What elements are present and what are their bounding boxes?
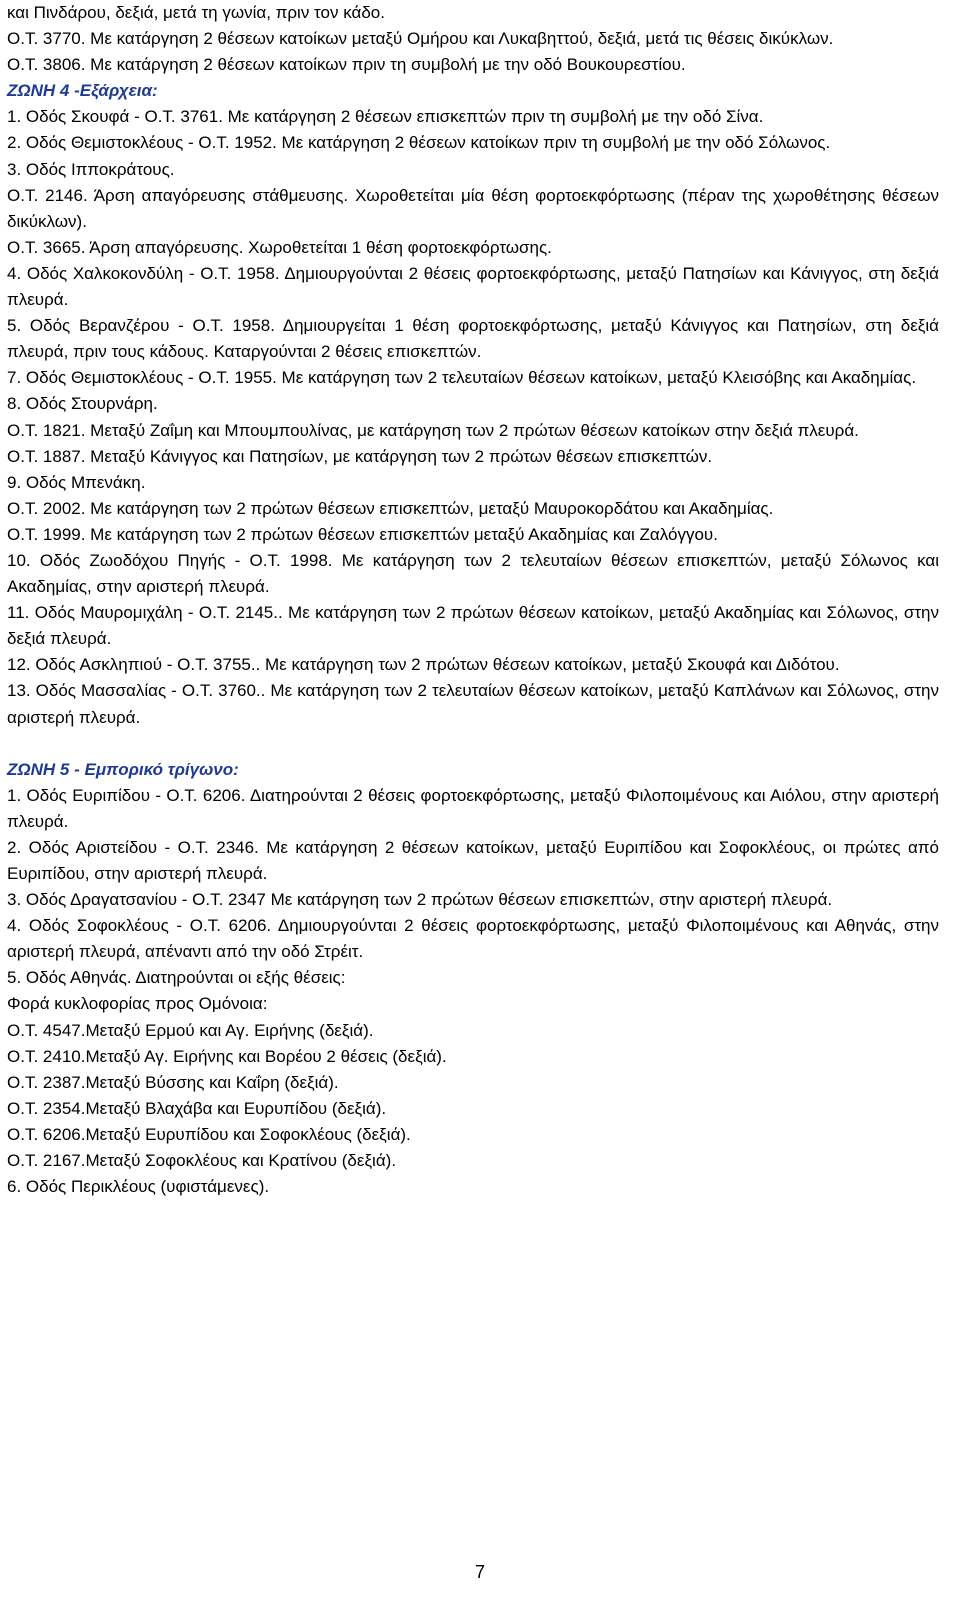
- zone-5-item: Ο.Τ. 4547.Μεταξύ Ερμού και Αγ. Ειρήνης (δεξιά).: [7, 1020, 374, 1040]
- zone-5-item: 3. Οδός Δραγατσανίου - Ο.Τ. 2347 Με κατάργηση των 2 πρώτων θέσεων επισκεπτών, στην αριστερή πλευρά.: [7, 890, 833, 910]
- section-spacer: [7, 731, 939, 757]
- page-number: 7: [474, 1562, 485, 1582]
- zone-5-heading: [7, 757, 939, 783]
- document-body: [7, 0, 939, 1200]
- zone-4-item: 7. Οδός Θεμιστοκλέους - Ο.Τ. 1955. Με κατάργηση των 2 τελευταίων θέσεων κατοίκων, μεταξύ Κλεισόβης και Ακαδημίας.: [7, 368, 917, 388]
- zone-4-item: 9. Οδός Μπενάκη.: [7, 472, 146, 492]
- zone-4-item: Ο.Τ. 1999. Με κατάργηση των 2 πρώτων θέσεων επισκεπτών μεταξύ Ακαδημίας και Ζαλόγγου.: [7, 524, 718, 544]
- zone-5-item: Ο.Τ. 2167.Μεταξύ Σοφοκλέους και Κρατίνου (δεξιά).: [7, 1151, 397, 1171]
- zone-5-heading-prefix: ΖΩΝΗ 5 -: [7, 759, 80, 779]
- zone-4-item: Ο.Τ. 2002. Με κατάργηση των 2 πρώτων θέσεων επισκεπτών, μεταξύ Μαυροκορδάτου και Ακαδημίας.: [7, 498, 774, 518]
- zone-4-item: 12. Οδός Ασκληπιού - Ο.Τ. 3755.. Με κατάργηση των 2 πρώτων θέσεων κατοίκων, μεταξύ Σκουφά και Διδότου.: [7, 655, 840, 675]
- zone-5-item: 6. Οδός Περικλέους (υφιστάμενες).: [7, 1177, 270, 1197]
- zone-4-item: 4. Οδός Χαλκοκονδύλη - Ο.Τ. 1958. Δημιουργούνται 2 θέσεις φορτοεκφόρτωσης, μεταξύ Πατησίων και Κάνιγγος, στη δεξιά πλευρά.: [7, 263, 939, 310]
- zone-4-item: Ο.Τ. 3665. Άρση απαγόρευσης. Χωροθετείται 1 θέση φορτοεκφόρτωσης.: [7, 237, 552, 257]
- zone-4-item: 11. Οδός Μαυρομιχάλη - Ο.Τ. 2145.. Με κατάργηση των 2 πρώτων θέσεων κατοίκων, μεταξύ Ακαδημίας και Σόλωνος, στην δεξιά πλευρά.: [7, 603, 939, 649]
- zone-5-item: Ο.Τ. 2387.Μεταξύ Βύσσης και Καΐρη (δεξιά).: [7, 1072, 339, 1092]
- zone-4-item: 3. Οδός Ιπποκράτους.: [7, 159, 175, 179]
- paragraph: Ο.Τ. 3806. Με κατάργηση 2 θέσεων κατοίκων πριν τη συμβολή με την οδό Βουκουρεστίου.: [7, 55, 686, 75]
- zone-4-item: Ο.Τ. 1887. Μεταξύ Κάνιγγος και Πατησίων, με κατάργηση των 2 πρώτων θέσεων επισκεπτών.: [7, 446, 713, 466]
- zone-5-item: Ο.Τ. 2410.Μεταξύ Αγ. Ειρήνης και Βορέου 2 θέσεις (δεξιά).: [7, 1046, 447, 1066]
- zone-4-item: 1. Οδός Σκουφά - Ο.Τ. 3761. Με κατάργηση 2 θέσεων επισκεπτών πριν τη συμβολή με την οδό Σίνα.: [7, 107, 764, 127]
- paragraph: Ο.Τ. 3770. Με κατάργηση 2 θέσεων κατοίκων μεταξύ Ομήρου και Λυκαβηττού, δεξιά, μετά τις θέσεις δικύκλων.: [7, 29, 834, 49]
- zone-5-item: 2. Οδός Αριστείδου - Ο.Τ. 2346. Με κατάργηση 2 θέσεων κατοίκων, μεταξύ Ευριπίδου και Σοφοκλέους, οι πρώτες από Ευριπίδου, στην αριστερή πλευρά.: [7, 837, 939, 883]
- zone-5-item: 4. Οδός Σοφοκλέους - Ο.Τ. 6206. Δημιουργούνται 2 θέσεις φορτοεκφόρτωσης, μεταξύ Φιλοποιμένους και Αθηνάς, στην αριστερή πλευρά, απέναντι από την οδό Στρέιτ.: [7, 916, 939, 962]
- zone-4-item: 5. Οδός Βερανζέρου - Ο.Τ. 1958. Δημιουργείται 1 θέση φορτοεκφόρτωσης, μεταξύ Κάνιγγος και Πατησίων, στη δεξιά πλευρά, πριν τους κάδους. Καταργούνται 2 θέσεις επισκεπτών.: [7, 316, 939, 362]
- zone-5-item: Ο.Τ. 2354.Μεταξύ Βλαχάβα και Ευρυπίδου (δεξιά).: [7, 1098, 387, 1118]
- zone-4-item: 13. Οδός Μασσαλίας - Ο.Τ. 3760.. Με κατάργηση των 2 τελευταίων θέσεων κατοίκων, μεταξύ Καπλάνων και Σόλωνος, στην αριστερή πλευρά.: [7, 681, 939, 727]
- zone-4-heading: ΖΩΝΗ 4 -Εξάρχεια:: [7, 81, 158, 101]
- zone-4-item: 8. Οδός Στουρνάρη.: [7, 394, 158, 414]
- zone-4-item: Ο.Τ. 1821. Μεταξύ Ζαΐμη και Μπουμπουλίνας, με κατάργηση των 2 πρώτων θέσεων κατοίκων στην δεξιά πλευρά.: [7, 420, 859, 440]
- zone-5-item: Φορά κυκλοφορίας προς Ομόνοια:: [7, 994, 268, 1014]
- zone-4-item: 10. Οδός Ζωοδόχου Πηγής - Ο.Τ. 1998. Με κατάργηση των 2 τελευταίων θέσεων επισκεπτών, μεταξύ Σόλωνος και Ακαδημίας, στην αριστερή πλευρά.: [7, 550, 939, 597]
- zone-5-item: Ο.Τ. 6206.Μεταξύ Ευρυπίδου και Σοφοκλέους (δεξιά).: [7, 1124, 411, 1144]
- paragraph: και Πινδάρου, δεξιά, μετά τη γωνία, πριν τον κάδο.: [7, 3, 385, 22]
- zone-5-item: 5. Οδός Αθηνάς. Διατηρούνται οι εξής θέσεις:: [7, 968, 346, 988]
- zone-4-item: Ο.Τ. 2146. Άρση απαγόρευσης στάθμευσης. Χωροθετείται μία θέση φορτοεκφόρτωσης (πέραν της χωροθέτησης θέσεων δικύκλων).: [7, 185, 939, 231]
- zone-4-item: 2. Οδός Θεμιστοκλέους - Ο.Τ. 1952. Με κατάργηση 2 θέσεων κατοίκων πριν τη συμβολή με την οδό Σόλωνος.: [7, 133, 831, 153]
- zone-5-heading-suffix: Εμπορικό τρίγωνο:: [84, 759, 239, 779]
- zone-5-item: 1. Οδός Ευριπίδου - Ο.Τ. 6206. Διατηρούνται 2 θέσεις φορτοεκφόρτωσης, μεταξύ Φιλοποιμένους και Αιόλου, στην αριστερή πλευρά.: [7, 785, 939, 831]
